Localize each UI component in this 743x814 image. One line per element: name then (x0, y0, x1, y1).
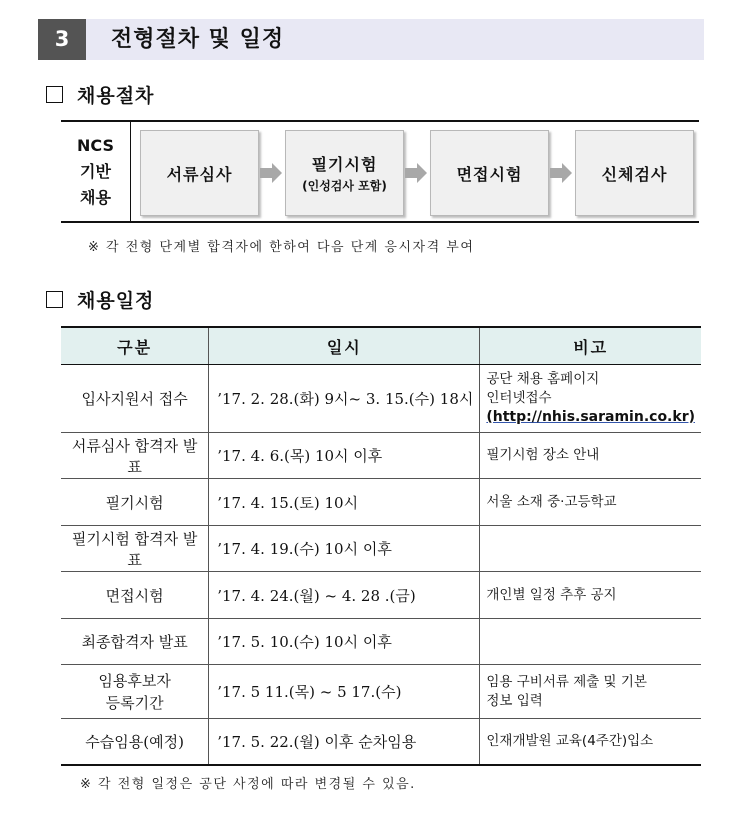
section-header (38, 19, 704, 60)
checkbox-icon (46, 86, 63, 103)
schedule-heading (46, 286, 154, 312)
cell-datetime: ’17. 5 11.(목) ~ 5 17.(수) (209, 665, 480, 719)
table-row (61, 433, 701, 479)
checkbox-icon (46, 291, 63, 308)
step-title: 서류심사 (166, 164, 233, 184)
remark-line: 임용 구비서류 제출 및 기본 (486, 673, 647, 690)
cell-datetime: ’17. 4. 6.(목) 10시 이후 (209, 433, 480, 479)
section-number: 3 (38, 19, 86, 60)
cell-remarks (480, 665, 701, 719)
application-link[interactable]: (http://nhis.saramin.co.kr) (486, 409, 695, 425)
column-header: 일시 (209, 327, 480, 365)
table-row (61, 526, 701, 572)
cell-datetime: ’17. 2. 28.(화) 9시~ 3. 15.(수) 18시 (209, 365, 480, 433)
table-row (61, 665, 701, 719)
cell-category: 필기시험 (61, 479, 209, 526)
schedule-heading-text: 채용일정 (77, 289, 155, 312)
table-row (61, 479, 701, 526)
remark-line: 인터넷접수 (486, 390, 552, 406)
step-title: 면접시험 (456, 164, 523, 184)
step-subtitle: (인성검사 포함) (302, 179, 387, 193)
process-flow (61, 120, 699, 223)
arrow-right-icon (260, 163, 282, 183)
cell-remarks (480, 619, 701, 665)
cell-remarks: 필기시험 장소 안내 (480, 433, 701, 479)
arrow-right-icon (550, 163, 572, 183)
cell-datetime: ’17. 5. 10.(수) 10시 이후 (209, 619, 480, 665)
column-header: 비고 (480, 327, 701, 365)
step-interview (430, 130, 549, 216)
arrow-right-icon (405, 163, 427, 183)
cell-category: 입사지원서 접수 (61, 365, 209, 433)
cell-remarks (480, 365, 701, 433)
cell-category: 필기시험 합격자 발표 (61, 526, 209, 572)
cell-datetime: ’17. 4. 15.(토) 10시 (209, 479, 480, 526)
process-note: ※ 각 전형 단계별 합격자에 한하여 다음 단계 응시자격 부여 (88, 240, 475, 255)
table-row (61, 619, 701, 665)
table-header-row (61, 327, 701, 365)
cell-remarks: 개인별 일정 추후 공지 (480, 572, 701, 619)
cell-remarks: 인재개발원 교육(4주간)입소 (480, 719, 701, 765)
cell-datetime: ’17. 4. 19.(수) 10시 이후 (209, 526, 480, 572)
step-written-exam (285, 130, 404, 216)
schedule-note: ※ 각 전형 일정은 공단 사정에 따라 변경될 수 있음. (80, 777, 416, 792)
remark-line: 정보 입력 (486, 692, 543, 709)
cell-category: 서류심사 합격자 발표 (61, 433, 209, 479)
step-document-screening (140, 130, 259, 216)
cell-category: 면접시험 (61, 572, 209, 619)
cell-remarks: 서울 소재 중·고등학교 (480, 479, 701, 526)
step-title: 필기시험 (311, 155, 378, 174)
cell-datetime: ’17. 5. 22.(월) 이후 순차임용 (209, 719, 480, 765)
process-heading (46, 81, 154, 107)
cell-datetime: ’17. 4. 24.(월) ~ 4. 28 .(금) (209, 572, 480, 619)
table-row (61, 719, 701, 765)
table-row (61, 365, 701, 433)
cell-category: 수습임용(예정) (61, 719, 209, 765)
schedule-table (61, 326, 701, 766)
table-row (61, 572, 701, 619)
process-heading-text: 채용절차 (77, 84, 155, 107)
column-header: 구분 (61, 327, 209, 365)
step-title: 신체검사 (601, 164, 668, 184)
step-physical-exam (575, 130, 694, 216)
cell-remarks (480, 526, 701, 572)
cell-category: 임용후보자 등록기간 (61, 665, 209, 719)
remark-line: 공단 채용 홈페이지 (486, 371, 600, 387)
cell-category: 최종합격자 발표 (61, 619, 209, 665)
section-title: 전형절차 및 일정 (111, 27, 285, 52)
flow-label: NCS 기반 채용 (61, 122, 131, 221)
